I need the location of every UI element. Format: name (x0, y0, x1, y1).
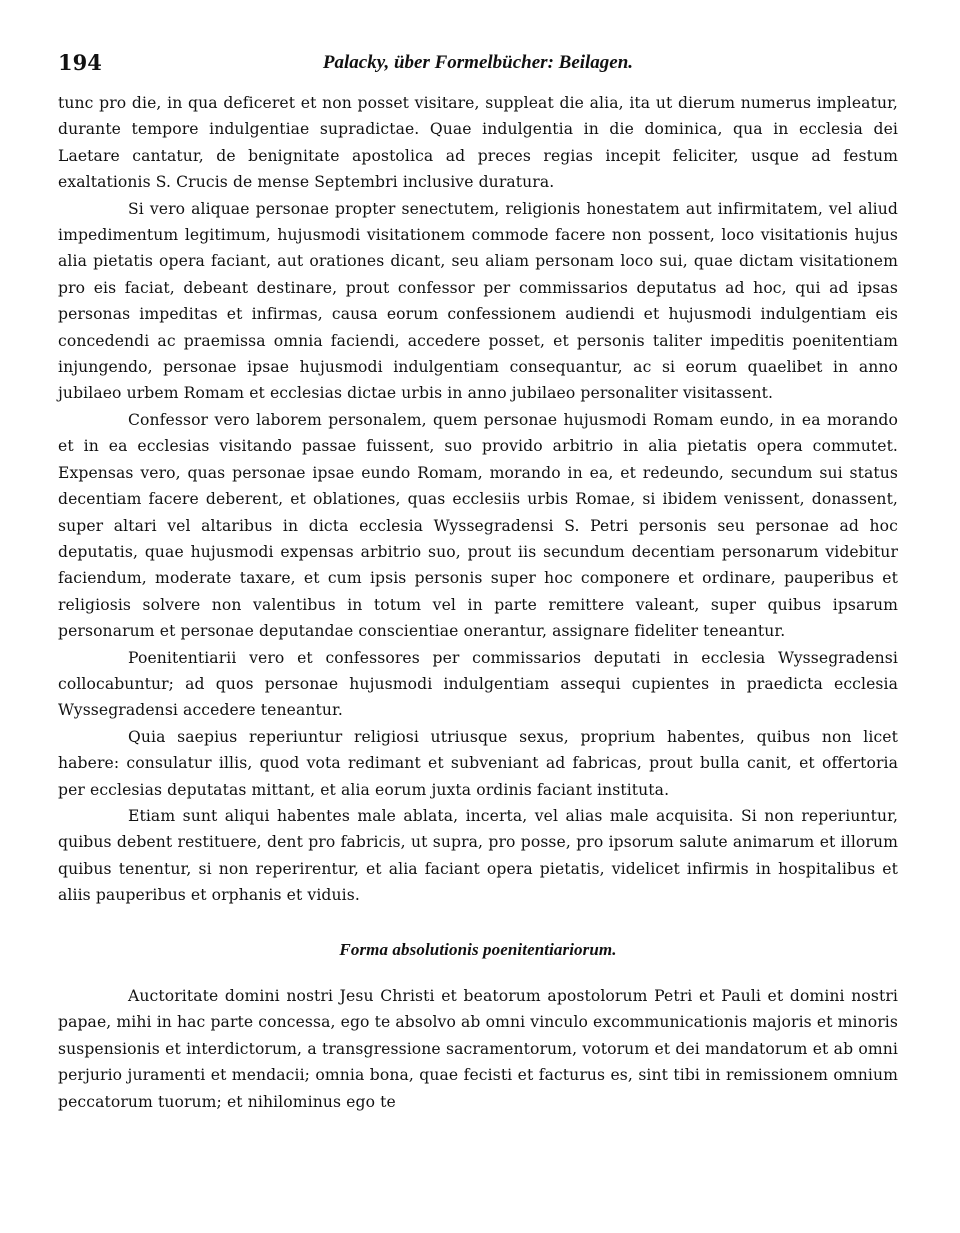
body-text (58, 90, 898, 1115)
section-heading: Forma absolutionis poenitentiariorum. (339, 939, 617, 959)
paragraph: Quia saepius reperiuntur religiosi utriusque sexus, proprium habentes, quibus non licet habere: consulatur illis, quod vota redimant et subveniant ad fabricas, prout bulla canit, et offertoria per ecclesias deputatas mittant, et alia eorum juxta ordinis faciant instituta. (58, 727, 898, 799)
paragraph-continuation: tunc pro die, in qua deficeret et non posset visitare, suppleat die alia, ita ut dierum numerus impleatur, durante tempore indulgentiae supradictae. Quae indulgentia in die dominica, qua in ecclesia dei Laetare cantatur, de benignitate apostolica ad preces regias incepit feliciter, usque ad festum exaltationis S. Crucis de mense Septembri inclusive duratura. (58, 94, 898, 192)
absolution-paragraph: Auctoritate domini nostri Jesu Christi et beatorum apostolorum Petri et Pauli et domini nostri papae, mihi in hac parte concessa, ego te absolvo ab omni vinculo excommunicationis majoris et minoris suspensionis et interdictorum, a transgressione sacramentorum, votorum et dei mandatorum et ab omni perjurio juramenti et mendacii; omnia bona, quae fecisti et facturus es, sint tibi in remissionem omnium peccatorum tuorum; et nihilominus ego te (58, 987, 898, 1111)
paragraph: Si vero aliquae personae propter senectutem, religionis honestatem aut infirmitatem, vel aliud impedimentum legitimum, hujusmodi visitationem commode facere non possent, loco visitationis hujus alia pietatis opera faciant, aut orationes dicant, seu aliam personam loco sui, quae dictam visitationem pro eis faciat, debeant destinare, prout confessor per commissarios deputatus ad hoc, qui ad ipsas personas impeditas et infirmas, causa eorum confessionem audiendi et hujusmodi indulgentiam eis concedendi ac praemissa omnia faciendi, accedere posset, et personis taliter impeditis poenitentiam injungendo, personae ipsae hujusmodi indulgentiam consequantur, ac si eorum quaelibet in anno jubilaeo urbem Romam et ecclesias dictae urbis in anno jubilaeo personaliter visitassent. (58, 199, 898, 403)
paragraph: Etiam sunt aliqui habentes male ablata, incerta, vel alias male acquisita. Si non reperiuntur, quibus debent restituere, dent pro fabricis, ut supra, pro posse, pro ipsorum salute animarum et illorum quibus tenentur, si non reperirentur, et alia faciant opera pietatis, videlicet infirmis in hospitalibus et aliis pauperibus et orphanis et viduis. (58, 806, 898, 905)
running-head: Palacky, über Formelbücher: Beilagen. (322, 52, 634, 73)
paragraph: Confessor vero laborem personalem, quem personae hujusmodi Romam eundo, in ea morando et in ea ecclesias visitando passae fuissent, suo provido arbitrio in alia pietatis opera commutet. Expensas vero, quas personae ipsae eundo Romam, morando in ea, et redeundo, secundum sui status decentiam facere deberent, et oblationes, quas ecclesiis urbis Romae, si ibidem venissent, donassent, super altari vel altaribus in dicta ecclesia Wyssegradensi S. Petri personis seu personae ad hoc deputatis, quae hujusmodi expensas arbitrio suo, prout iis secundum decentiam personarum videbitur faciendum, moderate taxare, et cum ipsis personis super hoc componere et ordinare, pauperibus et religiosis solvere non valentibus in totum vel in parte remittere valeant, super quibus ipsarum personarum et personae deputandae conscientiae onerantur, assignare fideliter teneantur. (58, 410, 898, 641)
page-header (58, 50, 898, 82)
paragraph: Poenitentiarii vero et confessores per commissarios deputati in ecclesia Wyssegradensi collocabuntur; ad quos personae hujusmodi indulgentiam assequi cupientes in praedicta ecclesia Wyssegradensi accedere teneantur. (58, 648, 898, 720)
page-number: 194 (58, 50, 102, 75)
